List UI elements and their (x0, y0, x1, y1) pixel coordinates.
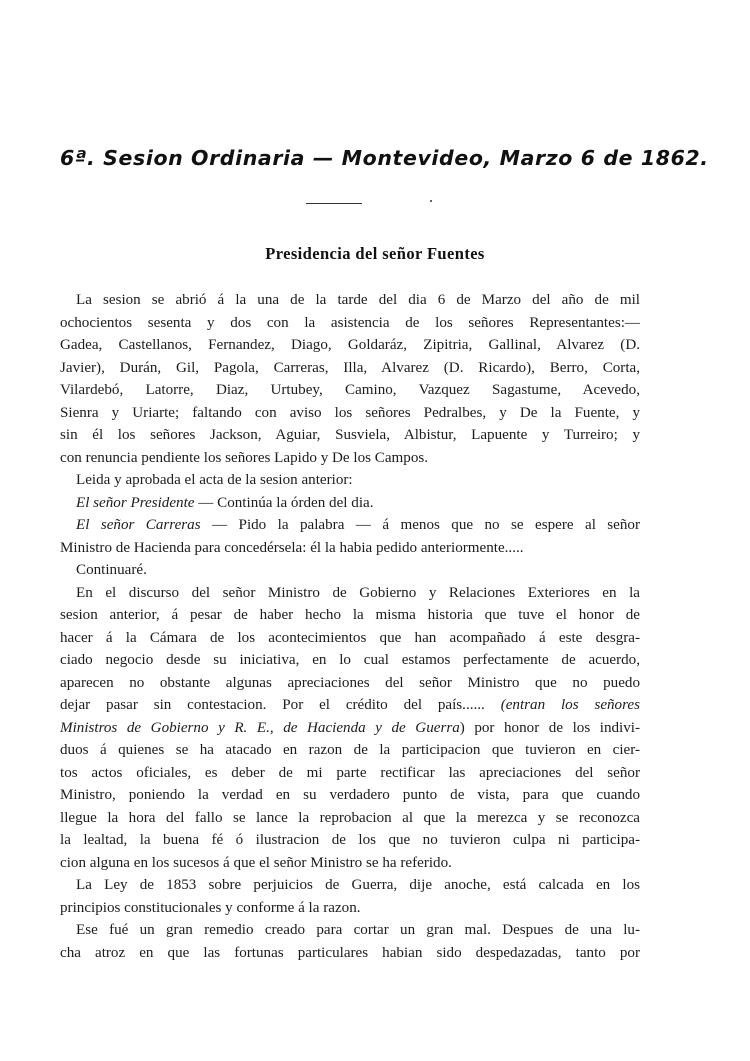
text-segment: Ese fué un gran remedio creado para cortar un gran mal. Despues de una lu- (76, 922, 640, 938)
text-segment: Ministro de Hacienda para concedérsela: él la habia pedido anteriormente..... (60, 539, 524, 556)
text-segment: dejar pasar sin contestacion. Por el crédito del país...... (60, 697, 501, 713)
text-line (60, 807, 640, 830)
text-line (60, 379, 640, 402)
text-segment: Ministro, poniendo la verdad en su verdadero punto de vista, para que cuando (60, 787, 640, 803)
text-line (60, 402, 640, 425)
text-line (60, 762, 640, 785)
minutes-body (60, 289, 640, 964)
italic-text-segment: (entran los señores (500, 697, 640, 713)
text-line (60, 897, 640, 920)
text-segment: cha atroz en que las fortunas particulares habian sido despedazadas, tanto por (60, 944, 640, 961)
italic-text-segment: El señor Carreras (76, 517, 201, 533)
text-segment: tos actos oficiales, es deber de mi parte rectificar las apreciaciones del señor (60, 764, 640, 781)
presidency-heading: Presidencia del señor Fuentes (265, 244, 485, 263)
text-segment: ciado negocio desde su iniciativa, en lo cual estamos perfectamente de acuerdo, (60, 652, 640, 668)
text-line (60, 874, 640, 897)
text-segment: hacer á la Cámara de los acontecimientos que han acompañado á este desgra- (60, 629, 640, 646)
text-segment: cion alguna en los sucesos á que el señor Ministro se ha referido. (60, 854, 452, 871)
text-line (60, 559, 640, 582)
italic-text-segment: Ministros de Gobierno y R. E., de Hacienda y de Guerra (60, 719, 460, 736)
text-segment: ochocientos sesenta y dos con la asistencia de los señores Representantes:— (60, 314, 640, 331)
text-segment: aparecen no obstante algunas apreciaciones del señor Ministro que no puedo (60, 674, 640, 691)
text-segment: Gadea, Castellanos, Fernandez, Diago, Goldaráz, Zipitria, Gallinal, Alvarez (D. (60, 337, 640, 353)
text-line (60, 829, 640, 852)
text-line (60, 312, 640, 335)
text-segment: ) por honor de los indivi- (459, 719, 640, 736)
text-line (60, 852, 640, 875)
text-line (60, 447, 640, 470)
title-rule (306, 203, 362, 204)
text-segment: la lealtad, la buena fé ó ilustracion de los que no tuvieron culpa ni participa- (60, 832, 640, 848)
text-line (60, 514, 640, 537)
text-segment: Vilardebó, Latorre, Diaz, Urtubey, Camino, Vazquez Sagastume, Acevedo, (60, 382, 640, 398)
text-line (60, 694, 640, 717)
text-segment: Sienra y Uriarte; faltando con aviso los señores Pedralbes, y De la Fuente, y (60, 404, 640, 421)
text-line (60, 739, 640, 762)
text-line (60, 334, 640, 357)
text-segment: sin él los señores Jackson, Aguiar, Susviela, Albistur, Lapuente y Turreiro; y (60, 427, 640, 443)
text-segment: con renuncia pendiente los señores Lapido y De los Campos. (60, 449, 429, 466)
text-line (60, 289, 640, 312)
text-line (60, 537, 640, 560)
text-line (60, 942, 640, 965)
text-line (60, 357, 640, 380)
text-line (60, 672, 640, 695)
text-line (60, 919, 640, 942)
text-line (60, 469, 640, 492)
text-line (60, 717, 640, 740)
session-title: 6ª. Sesion Ordinaria — Montevideo, Marzo 6 de 1862. (60, 146, 709, 170)
text-segment: Leida y aprobada el acta de la sesion anterior: (76, 472, 353, 488)
text-segment: — Pido la palabra — á menos que no se espere al señor (200, 517, 640, 533)
text-segment: principios constitucionales y conforme á la razon. (60, 899, 361, 916)
text-segment: Javier), Durán, Gil, Pagola, Carreras, Illa, Alvarez (D. Ricardo), Berro, Corta, (60, 359, 640, 376)
text-line (60, 492, 640, 515)
text-segment: En el discurso del señor Ministro de Gobierno y Relaciones Exteriores en la (76, 584, 640, 601)
text-segment: sesion anterior, á pesar de haber hecho la misma historia que tuve el honor de (60, 607, 640, 623)
text-segment: La Ley de 1853 sobre perjuicios de Guerra, dije anoche, está calcada en los (76, 877, 640, 893)
text-segment: Continuaré. (76, 562, 147, 578)
text-segment: llegue la hora del fallo se lance la reprobacion al que la merezca y se reconozca (60, 809, 640, 826)
text-line (60, 627, 640, 650)
text-line (60, 784, 640, 807)
text-segment: duos á quienes se ha atacado en razon de la participacion que tuvieron en cier- (60, 742, 640, 758)
text-segment: — Continúa la órden del dia. (194, 494, 374, 511)
text-line (60, 649, 640, 672)
text-line (60, 424, 640, 447)
title-rule-dot (430, 200, 432, 202)
italic-text-segment: El señor Presidente (76, 494, 195, 511)
text-line (60, 582, 640, 605)
text-line (60, 604, 640, 627)
text-segment: La sesion se abrió á la una de la tarde del dia 6 de Marzo del año de mil (76, 292, 640, 308)
